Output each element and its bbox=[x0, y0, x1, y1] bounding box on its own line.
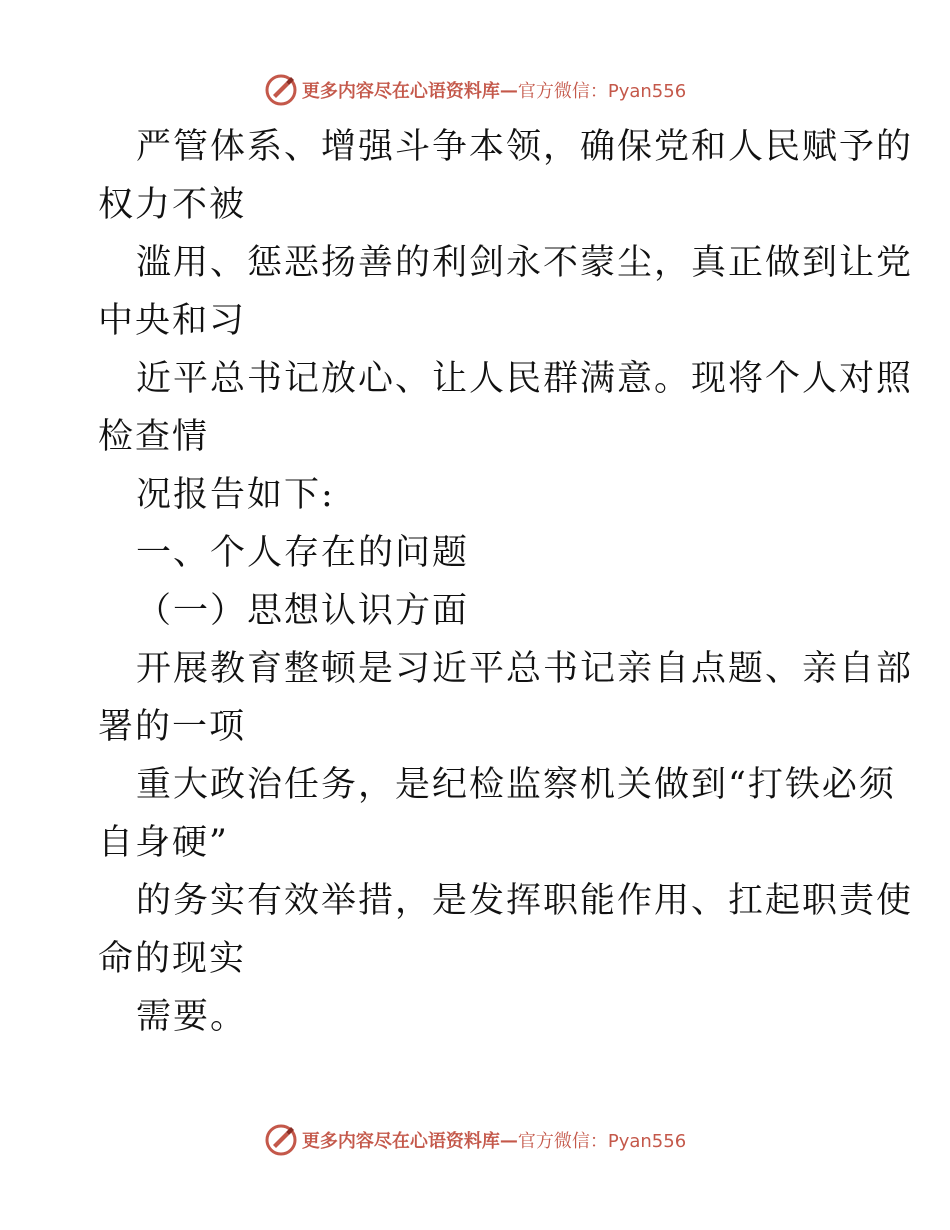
text-line: 况报告如下: bbox=[136, 475, 335, 515]
document-body bbox=[98, 118, 914, 1046]
text-line: 严管体系、增强斗争本领，确保党和人民赋予的 bbox=[136, 127, 914, 167]
logo-icon bbox=[264, 1123, 298, 1157]
text-line: 滥用、惩恶扬善的利剑永不蒙尘，真正做到让党 bbox=[136, 243, 914, 283]
footer-site-text: 更多内容尽在心语资料库 bbox=[301, 1131, 500, 1152]
footer-watermark bbox=[0, 1120, 950, 1160]
text-line: 重大政治任务，是纪检监察机关做到“打铁必须 bbox=[136, 765, 896, 805]
text-line: 开展教育整顿是习近平总书记亲自点题、亲自部 bbox=[136, 649, 914, 689]
header-site-text: 更多内容尽在心语资料库 bbox=[301, 81, 500, 102]
logo-icon bbox=[264, 73, 298, 107]
header-watermark bbox=[0, 70, 950, 110]
footer-dash: — bbox=[499, 1129, 518, 1151]
text-line: 需要。 bbox=[136, 997, 248, 1037]
text-line: 自身硬” bbox=[98, 823, 229, 863]
section-heading: 一、个人存在的问题 bbox=[136, 533, 470, 573]
text-line: 命的现实 bbox=[98, 939, 247, 979]
text-line: 中央和习 bbox=[98, 301, 247, 341]
text-line: 近平总书记放心、让人民群满意。现将个人对照 bbox=[136, 359, 914, 399]
subsection-heading: （一）思想认识方面 bbox=[136, 591, 470, 631]
text-line: 权力不被 bbox=[98, 185, 247, 225]
text-line: 署的一项 bbox=[98, 707, 247, 747]
header-official: 官方微信：Pyan556 bbox=[517, 81, 687, 102]
text-line: 的务实有效举措，是发挥职能作用、扛起职责使 bbox=[136, 881, 914, 921]
footer-official: 官方微信：Pyan556 bbox=[517, 1131, 687, 1152]
header-dash: — bbox=[499, 79, 518, 101]
text-line: 检查情 bbox=[98, 417, 210, 457]
